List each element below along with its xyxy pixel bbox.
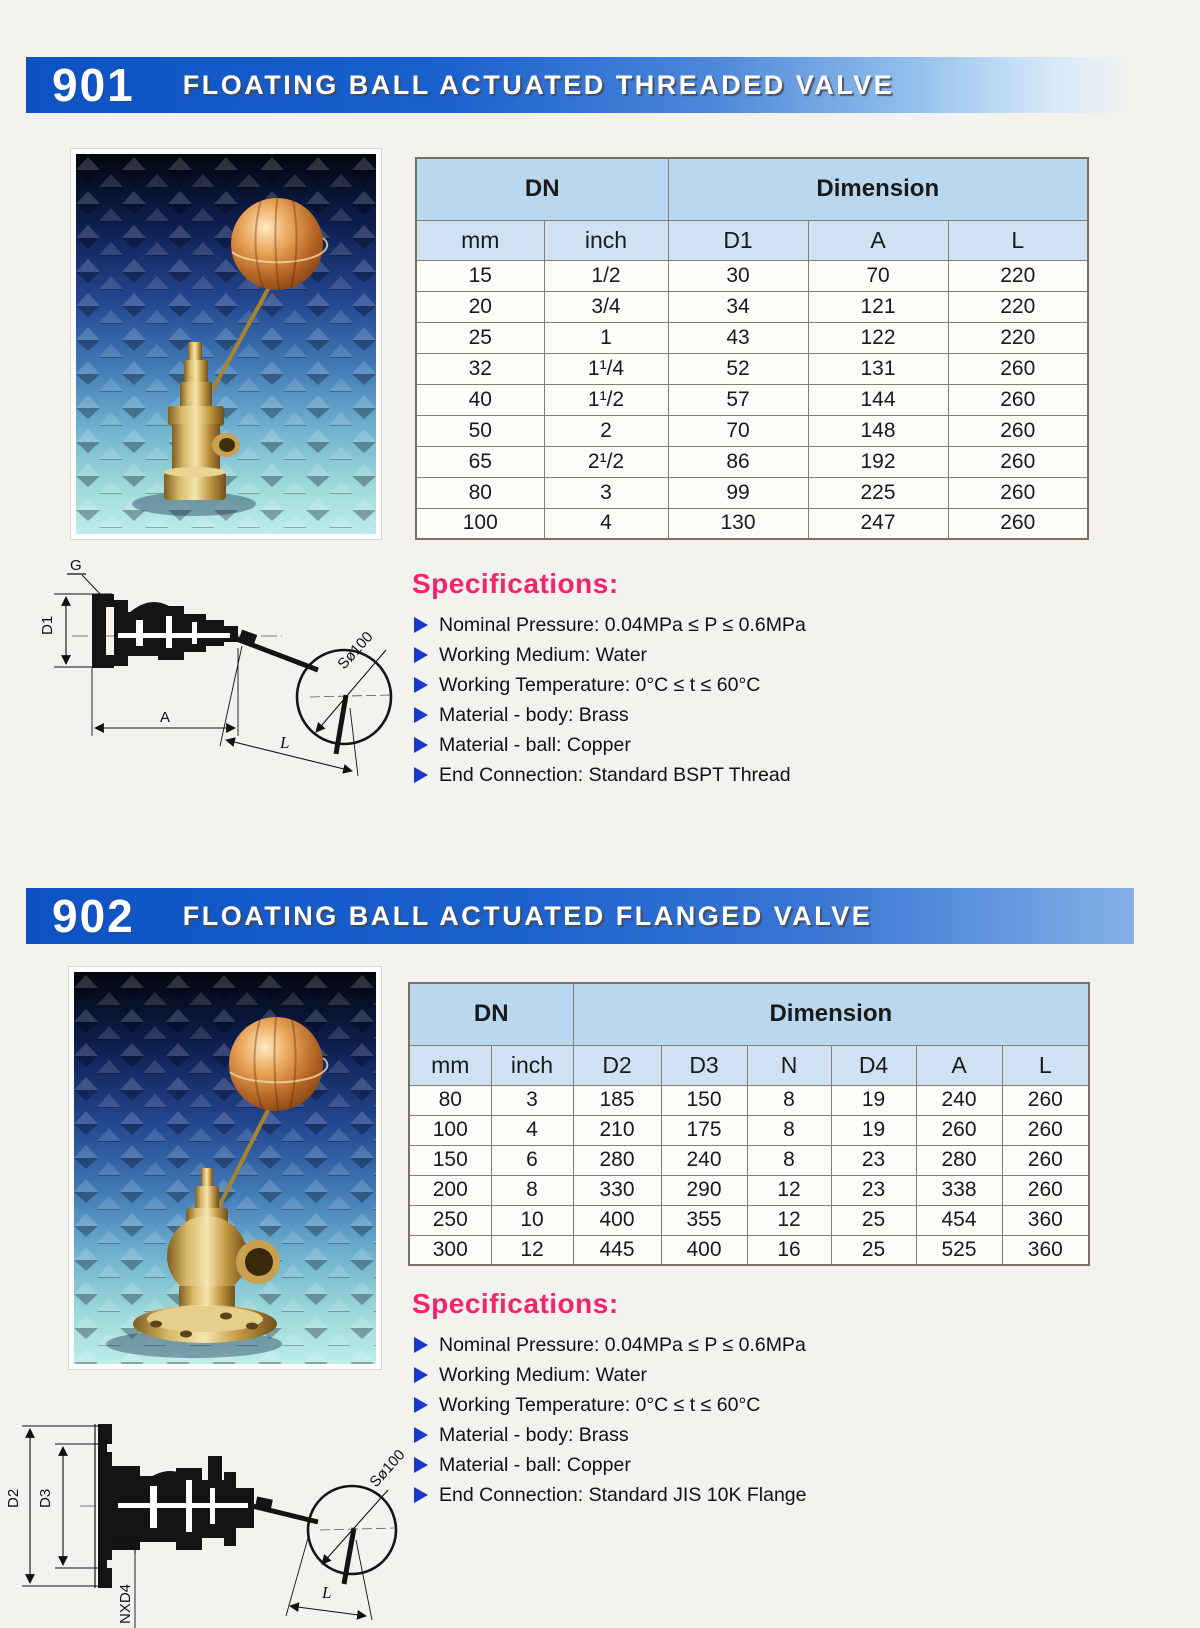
table-row [409,1235,1089,1265]
table-cell: 4 [544,508,668,539]
table-column-header: N [747,1045,831,1085]
table-cell: 65 [416,446,544,477]
table-row [409,1115,1089,1145]
table-cell: 32 [416,353,544,384]
spec-item [412,1392,912,1418]
table-column-header: inch [544,220,668,260]
table-cell: 247 [808,508,948,539]
drawing-label-d3: D3 [37,1488,54,1508]
table-cell: 148 [808,415,948,446]
table-column-header: L [1002,1045,1089,1085]
triangle-bullet-icon [414,617,428,633]
table-cell: 192 [808,446,948,477]
table-row [416,353,1088,384]
table-cell: 240 [916,1085,1002,1115]
table-cell: 25 [831,1205,916,1235]
table-cell: 12 [491,1235,573,1265]
table-cell: 220 [948,260,1088,291]
table-cell: 57 [668,384,808,415]
table-row [409,1085,1089,1115]
product-title: FLOATING BALL ACTUATED THREADED VALVE [182,69,895,100]
table-cell: 3/4 [544,291,668,322]
table-row [409,1145,1089,1175]
table-cell: 3 [544,477,668,508]
table-cell: 1¹/2 [544,384,668,415]
drawing-label-ball-diameter: Sø100 [366,1446,409,1491]
triangle-bullet-icon [414,1367,428,1383]
spec-text: End Connection: Standard JIS 10K Flange [439,1484,807,1506]
table-cell: 260 [1002,1115,1089,1145]
table-cell: 19 [831,1085,916,1115]
spec-item [412,732,912,758]
table-cell: 8 [747,1115,831,1145]
table-cell: 40 [416,384,544,415]
spec-item [412,612,912,638]
table-cell: 240 [661,1145,747,1175]
drawing-label-nxd4: NXD4 [117,1583,134,1624]
spec-text: Material - ball: Copper [439,734,631,756]
specifications-902 [412,1288,912,1512]
table-cell: 4 [491,1115,573,1145]
product-code: 902 [52,890,135,942]
table-row [416,477,1088,508]
table-cell: 1/2 [544,260,668,291]
flanged-valve-photo-illustration [74,972,376,1364]
drawing-label-a: A [160,709,171,726]
table-cell: 338 [916,1175,1002,1205]
drawing-label-l: L [280,733,290,752]
table-column-header: mm [416,220,544,260]
table-row [416,384,1088,415]
spec-text: Nominal Pressure: 0.04MPa ≤ P ≤ 0.6MPa [439,1334,806,1356]
triangle-bullet-icon [414,737,428,753]
technical-drawing-902 [0,1388,440,1624]
product-title: FLOATING BALL ACTUATED FLANGED VALVE [182,900,873,931]
spec-text: Working Medium: Water [439,1364,648,1386]
specifications-heading: Specifications: [412,568,619,599]
table-cell: 130 [668,508,808,539]
table-cell: 43 [668,322,808,353]
table-cell: 260 [1002,1175,1089,1205]
table-cell: 400 [573,1205,661,1235]
table-cell: 6 [491,1145,573,1175]
table-cell: 260 [948,384,1088,415]
spec-text: Working Temperature: 0°C ≤ t ≤ 60°C [439,674,761,696]
table-cell: 260 [948,446,1088,477]
table-cell: 70 [808,260,948,291]
table-cell: 2 [544,415,668,446]
threaded-valve-photo-illustration [76,154,376,534]
table-column-header: A [808,220,948,260]
spec-item [412,672,912,698]
table-cell: 260 [948,353,1088,384]
table-cell: 280 [916,1145,1002,1175]
table-column-header: mm [409,1045,491,1085]
table-cell: 525 [916,1235,1002,1265]
table-cell: 185 [573,1085,661,1115]
table-cell: 2¹/2 [544,446,668,477]
table-cell: 86 [668,446,808,477]
spec-text: Nominal Pressure: 0.04MPa ≤ P ≤ 0.6MPa [439,614,806,636]
table-cell: 355 [661,1205,747,1235]
table-row [416,291,1088,322]
table-cell: 260 [948,508,1088,539]
table-cell: 150 [661,1085,747,1115]
table-cell: 70 [668,415,808,446]
table-cell: 131 [808,353,948,384]
spec-text: Working Medium: Water [439,644,648,666]
table-cell: 20 [416,291,544,322]
table-cell: 210 [573,1115,661,1145]
table-cell: 52 [668,353,808,384]
spec-text: Material - body: Brass [439,1424,629,1446]
table-cell: 16 [747,1235,831,1265]
table-cell: 360 [1002,1205,1089,1235]
spec-text: Material - body: Brass [439,704,629,726]
table-cell: 280 [573,1145,661,1175]
spec-item [412,762,912,788]
spec-item [412,1422,912,1448]
table-cell: 1 [544,322,668,353]
drawing-label-d2: D2 [5,1488,22,1508]
table-cell: 19 [831,1115,916,1145]
table-row [416,260,1088,291]
table-cell: 80 [409,1085,491,1115]
table-cell: 23 [831,1145,916,1175]
triangle-bullet-icon [414,647,428,663]
triangle-bullet-icon [414,707,428,723]
table-group-header: Dimension [573,983,1089,1045]
table-cell: 100 [416,508,544,539]
triangle-bullet-icon [414,1337,428,1353]
drawing-label-l: L [322,1583,332,1602]
spec-item [412,1362,912,1388]
table-cell: 220 [948,291,1088,322]
table-column-header: D2 [573,1045,661,1085]
drawing-label-d1: D1 [39,615,56,635]
table-cell: 150 [409,1145,491,1175]
technical-drawing-901 [14,550,410,788]
table-cell: 220 [948,322,1088,353]
product-photo-901 [70,148,382,540]
table-group-header: Dimension [668,158,1088,220]
product-header-901 [26,57,1134,113]
table-cell: 250 [409,1205,491,1235]
table-group-header: DN [409,983,573,1045]
table-cell: 400 [661,1235,747,1265]
table-column-header: D1 [668,220,808,260]
table-cell: 121 [808,291,948,322]
product-photo-902 [68,966,382,1370]
table-column-header: L [948,220,1088,260]
spec-text: Material - ball: Copper [439,1454,631,1476]
table-cell: 8 [491,1175,573,1205]
table-cell: 144 [808,384,948,415]
table-cell: 330 [573,1175,661,1205]
table-row [409,1175,1089,1205]
table-cell: 360 [1002,1235,1089,1265]
table-cell: 260 [948,415,1088,446]
spec-text: Working Temperature: 0°C ≤ t ≤ 60°C [439,1394,761,1416]
table-cell: 25 [416,322,544,353]
table-cell: 3 [491,1085,573,1115]
table-group-header: DN [416,158,668,220]
table-cell: 12 [747,1175,831,1205]
drawing-label-ball-diameter: Sø100 [334,628,377,673]
table-cell: 50 [416,415,544,446]
product-header-902 [26,888,1134,944]
table-cell: 8 [747,1145,831,1175]
table-cell: 225 [808,477,948,508]
table-row [416,415,1088,446]
table-cell: 100 [409,1115,491,1145]
table-cell: 23 [831,1175,916,1205]
table-row [416,322,1088,353]
table-cell: 200 [409,1175,491,1205]
table-cell: 1¹/4 [544,353,668,384]
table-cell: 10 [491,1205,573,1235]
table-cell: 290 [661,1175,747,1205]
table-cell: 260 [948,477,1088,508]
specifications-901 [412,568,912,792]
table-cell: 260 [1002,1145,1089,1175]
table-cell: 30 [668,260,808,291]
dimension-table-901 [415,157,1089,540]
triangle-bullet-icon [414,677,428,693]
table-row [416,446,1088,477]
table-cell: 99 [668,477,808,508]
table-cell: 445 [573,1235,661,1265]
drawing-label-g: G [70,557,82,574]
table-cell: 260 [1002,1085,1089,1115]
table-column-header: D4 [831,1045,916,1085]
table-cell: 175 [661,1115,747,1145]
dimension-table-902 [408,982,1090,1266]
valve-section-silhouette [92,594,238,668]
table-row [409,1205,1089,1235]
spec-item [412,1452,912,1478]
table-row [416,508,1088,539]
spec-item [412,702,912,728]
table-cell: 260 [916,1115,1002,1145]
table-cell: 80 [416,477,544,508]
table-cell: 122 [808,322,948,353]
spec-item [412,642,912,668]
table-cell: 34 [668,291,808,322]
table-cell: 454 [916,1205,1002,1235]
spec-item [412,1332,912,1358]
table-cell: 15 [416,260,544,291]
table-column-header: inch [491,1045,573,1085]
product-code: 901 [52,59,135,111]
spec-item [412,1482,912,1508]
table-column-header: D3 [661,1045,747,1085]
table-cell: 300 [409,1235,491,1265]
triangle-bullet-icon [414,767,428,783]
table-cell: 8 [747,1085,831,1115]
table-column-header: A [916,1045,1002,1085]
spec-text: End Connection: Standard BSPT Thread [439,764,791,786]
specifications-heading: Specifications: [412,1288,619,1319]
table-cell: 25 [831,1235,916,1265]
table-cell: 12 [747,1205,831,1235]
